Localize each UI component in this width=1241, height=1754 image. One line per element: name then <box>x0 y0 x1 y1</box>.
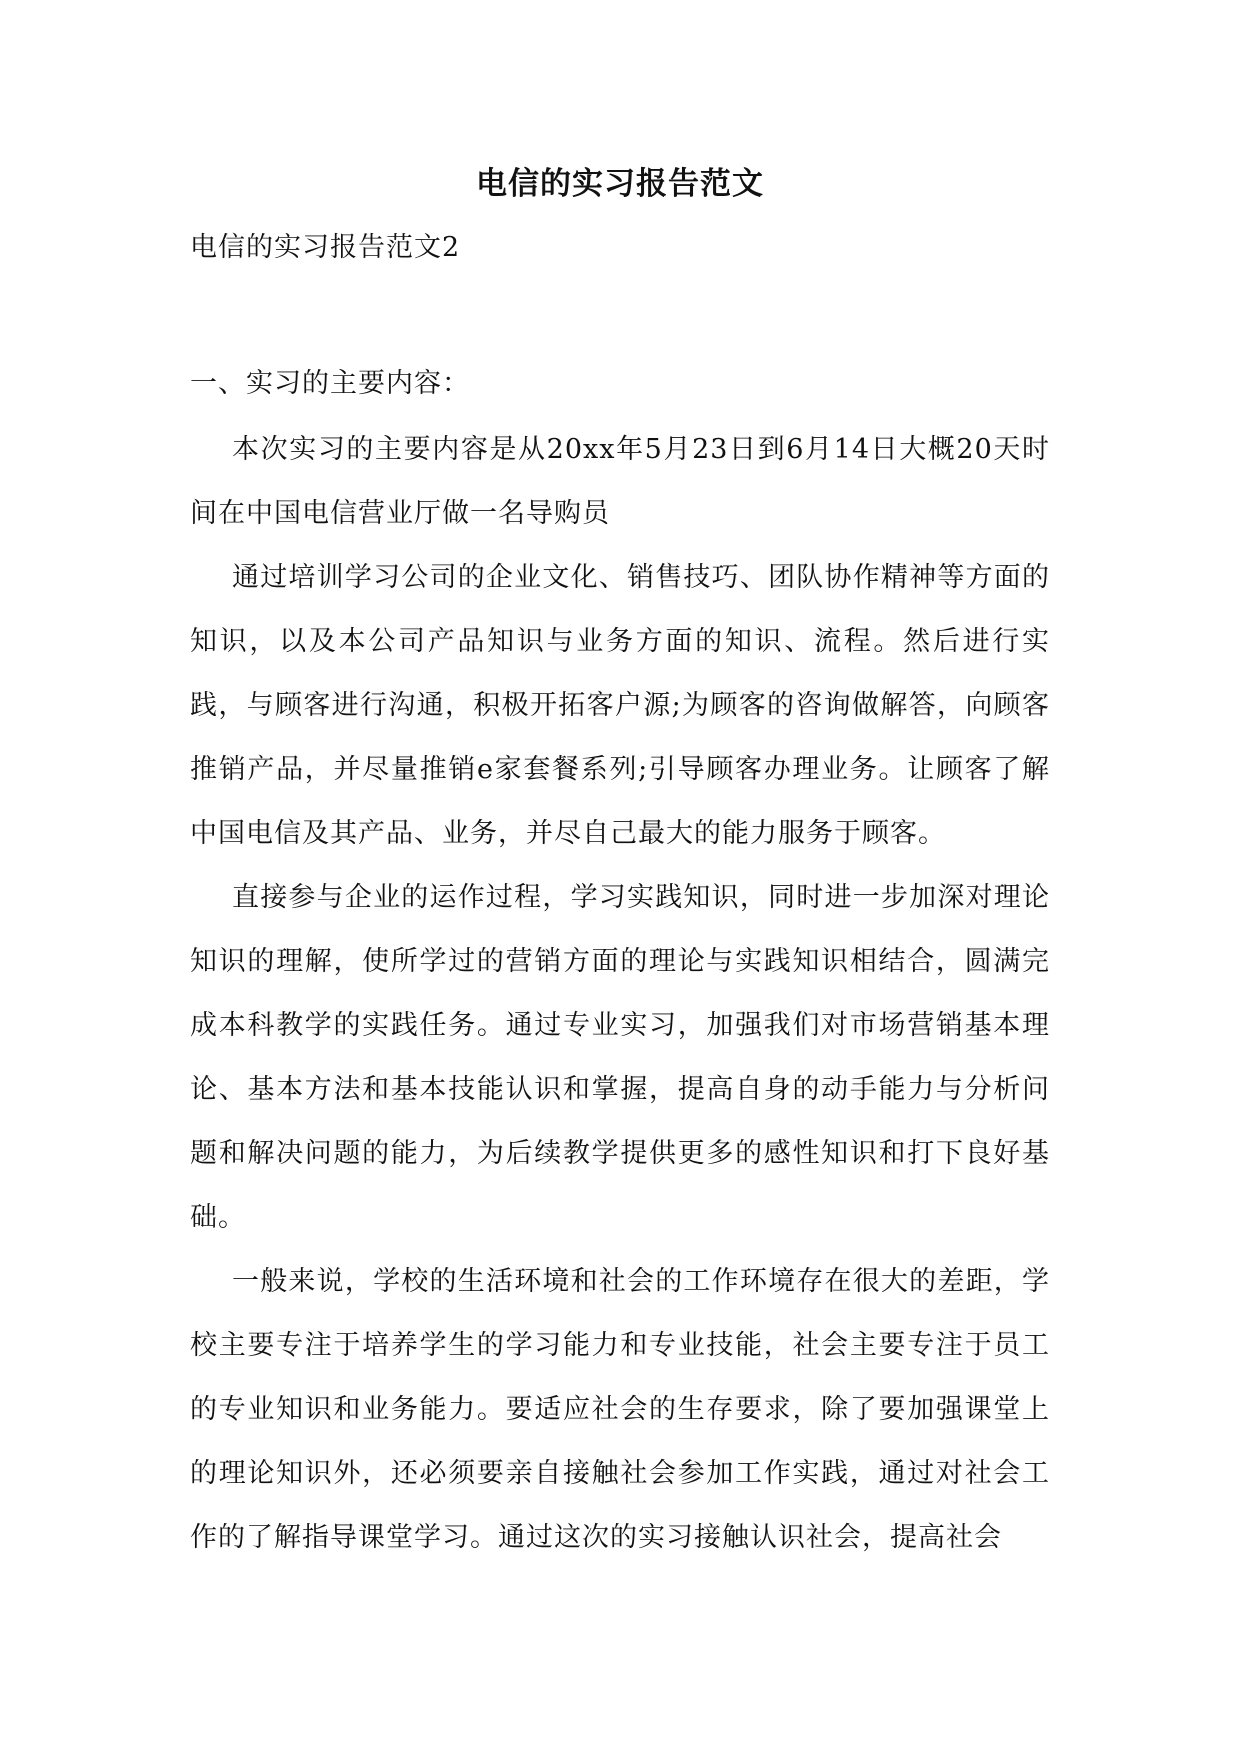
paragraph-3: 直接参与企业的运作过程，学习实践知识，同时进一步加深对理论知识的理解，使所学过的营销方面的理论与实践知识相结合，圆满完成本科教学的实践任务。通过专业实习，加强我们对市场营销基本理论、基本方法和基本技能认识和掌握，提高自身的动手能力与分析问题和解决问题的能力，为后续教学提供更多的感性知识和打下良好基础。 <box>190 882 1050 1233</box>
paragraph-1: 本次实习的主要内容是从20xx年5月23日到6月14日大概20天时间在中国电信营业厅做一名导购员 <box>190 434 1050 529</box>
document-subtitle: 电信的实习报告范文2 <box>190 232 461 263</box>
document-title: 电信的实习报告范文 <box>476 166 764 202</box>
document-body <box>190 160 1050 1570</box>
paragraph-2: 通过培训学习公司的企业文化、销售技巧、团队协作精神等方面的知识，以及本公司产品知识与业务方面的知识、流程。然后进行实践，与顾客进行沟通，积极开拓客户源;为顾客的咨询做解答，向顾客推销产品，并尽量推销e家套餐系列;引导顾客办理业务。让顾客了解中国电信及其产品、业务，并尽自己最大的能力服务于顾客。 <box>190 562 1050 849</box>
section-heading: 一、实习的主要内容： <box>190 368 470 399</box>
paragraph-4: 一般来说，学校的生活环境和社会的工作环境存在很大的差距，学校主要专注于培养学生的学习能力和专业技能，社会主要专注于员工的专业知识和业务能力。要适应社会的生存要求，除了要加强课堂上的理论知识外，还必须要亲自接触社会参加工作实践，通过对社会工作的了解指导课堂学习。通过这次的实习接触认识社会，提高社会 <box>190 1266 1050 1553</box>
